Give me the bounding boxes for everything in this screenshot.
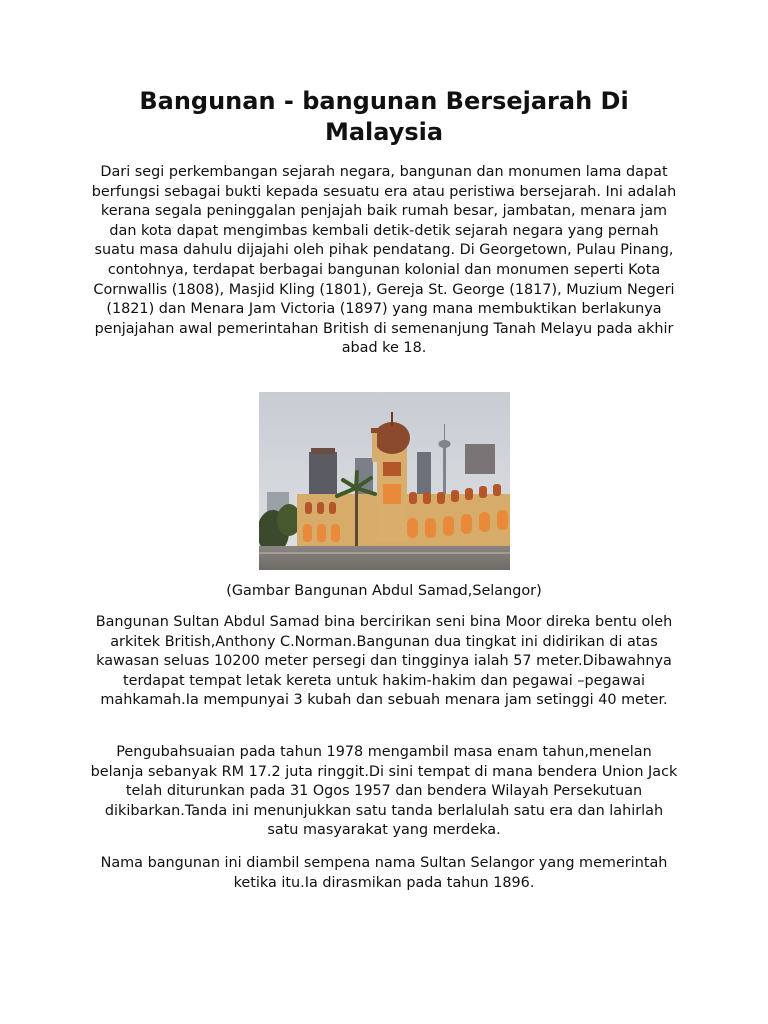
building-photo <box>259 392 510 570</box>
paragraph-architecture: Bangunan Sultan Abdul Samad bina bercirikan seni bina Moor direka bentu oleh arkitek British,Anthony C.Norman.Bangunan dua tingkat ini didirikan di atas kawasan seluas 10200 meter persegi dan tingginya ialah 57 meter.Dibawahnya terdapat tempat letak kereta untuk hakim-hakim dan pegawai –pegawai mahkamah.Ia mempunyai 3 kubah dan sebuah menara jam setinggi 40 meter. <box>95 614 673 709</box>
paragraph-intro: Dari segi perkembangan sejarah negara, bangunan dan monumen lama dapat berfungsi sebagai bukti kepada sesuatu era atau peristiwa bersejarah. Ini adalah kerana segala peninggalan penjajah baik rumah besar, jambatan, menara jam dan kota dapat mengimbas kembali detik-detik sejarah negara yang pernah suatu masa dahulu dijajahi oleh pihak pendatang. Di Georgetown, Pulau Pinang, contohnya, terdapat berbagai bangunan kolonial dan monumen seperti Kota Cornwallis (1808), Masjid Kling (1801), Gereja St. George (1817), Muzium Negeri (1821) dan Menara Jam Victoria (1897) yang mana membuktikan berlakunya penjajahan awal pemerintahan British di semenanjung Tanah Melayu pada akhir abad ke 18. <box>91 164 677 357</box>
image-caption: (Gambar Bangunan Abdul Samad,Selangor) <box>226 583 542 599</box>
paragraph-naming: Nama bangunan ini diambil sempena nama Sultan Selangor yang memerintah ketika itu.Ia dirasmikan pada tahun 1896. <box>100 855 668 891</box>
paragraph-renovation: Pengubahsuaian pada tahun 1978 mengambil masa enam tahun,menelan belanja sebanyak RM 17.2 juta ringgit.Di sini tempat di mana bendera Union Jack telah diturunkan pada 31 Ogos 1957 dan bendera Wilayah Persekutuan dikibarkan.Tanda ini menunjukkan satu tanda berlalulah satu era dan lahirlah satu masyarakat yang merdeka. <box>90 744 678 839</box>
document-title: Bangunan - bangunan Bersejarah Di Malaysia <box>139 87 629 146</box>
